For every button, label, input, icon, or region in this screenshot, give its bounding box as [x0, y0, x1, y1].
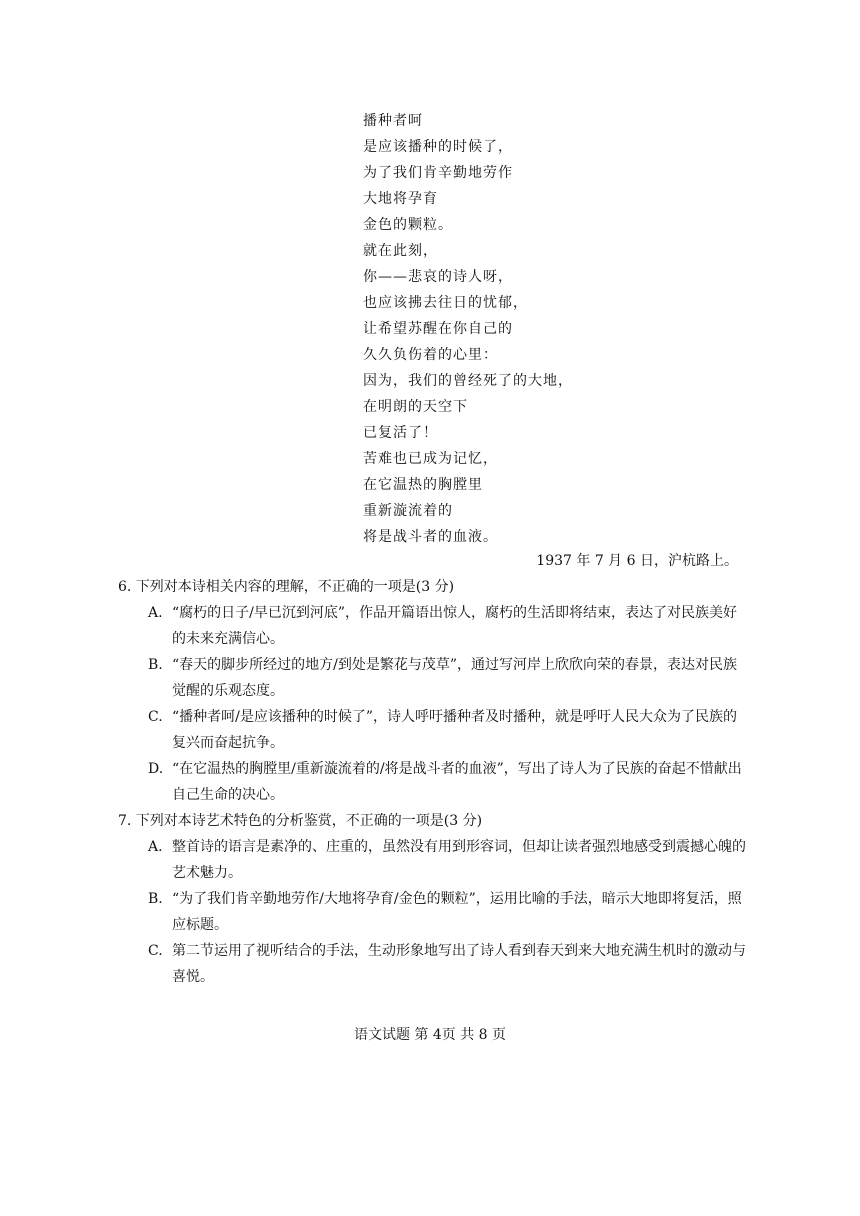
- option-d: [118, 756, 748, 808]
- poem-line: 是应该播种的时候了，: [363, 139, 513, 155]
- poem-line: 在它温热的胸膛里: [363, 477, 483, 493]
- poem-line: 在明朗的天空下: [363, 399, 468, 415]
- poem-line: 也应该拂去往日的忧郁，: [363, 295, 528, 311]
- option-text: “在它温热的胸膛里/重新漩流着的/将是战斗者的血液”，写出了诗人为了民族的奋起不惜献出自己生命的决心。: [172, 761, 742, 803]
- option-b: [118, 652, 748, 704]
- poem-line: 重新漩流着的: [363, 503, 453, 519]
- poem-line: 金色的颗粒。: [363, 217, 453, 233]
- poem-line: 你——悲哀的诗人呀，: [363, 269, 513, 285]
- poem-excerpt: [363, 108, 663, 550]
- question-6: [118, 574, 748, 808]
- option-b: [118, 886, 748, 938]
- question-stem: 6. 下列对本诗相关内容的理解，不正确的一项是(3 分): [118, 579, 455, 595]
- option-label: B.: [148, 891, 163, 907]
- poem-line: 已复活了！: [363, 425, 438, 441]
- option-text: “播种者呵/是应该播种的时候了”，诗人呼吁播种者及时播种，就是呼吁人民大众为了民族的复兴而奋起抗争。: [172, 709, 738, 751]
- question-section: [118, 574, 748, 990]
- option-a: [118, 834, 748, 886]
- option-a: [118, 600, 748, 652]
- poem-line: 苦难也已成为记忆，: [363, 451, 498, 467]
- option-text: 整首诗的语言是素净的、庄重的，虽然没有用到形容词，但却让读者强烈地感受到震撼心魄的艺术魅力。: [172, 839, 746, 881]
- poem-line: 久久负伤着的心里：: [363, 347, 498, 363]
- poem-date: 1937 年 7 月 6 日，沪杭路上。: [536, 553, 738, 569]
- poem-line: 播种者呵: [363, 113, 423, 129]
- poem-line: 就在此刻，: [363, 243, 438, 259]
- option-c: [118, 704, 748, 756]
- poem-line: 为了我们肯辛勤地劳作: [363, 165, 513, 181]
- poem-line: 将是战斗者的血液。: [363, 529, 498, 545]
- option-text: “为了我们肯辛勤地劳作/大地将孕育/金色的颗粒”，运用比喻的手法，暗示大地即将复活，照应标题。: [172, 891, 742, 933]
- option-label: A.: [148, 605, 163, 621]
- poem-line: 让希望苏醒在你自己的: [363, 321, 513, 337]
- poem-line: 因为，我们的曾经死了的大地，: [363, 373, 573, 389]
- question-stem: 7. 下列对本诗艺术特色的分析鉴赏，不正确的一项是(3 分): [118, 813, 483, 829]
- option-text: “腐朽的日子/早已沉到河底”，作品开篇语出惊人，腐朽的生活即将结束，表达了对民族美好的未来充满信心。: [172, 605, 738, 647]
- option-label: B.: [148, 657, 163, 673]
- option-label: A.: [148, 839, 163, 855]
- poem-line: 大地将孕育: [363, 191, 438, 207]
- option-label: C.: [148, 943, 163, 959]
- option-label: C.: [148, 709, 163, 725]
- page-footer: 语文试题 第 4页 共 8 页: [353, 1027, 507, 1043]
- option-text: “春天的脚步所经过的地方/到处是繁花与茂草”，通过写河岸上欣欣向荣的春景，表达对民族觉醒的乐观态度。: [172, 657, 738, 699]
- option-label: D.: [148, 761, 164, 777]
- option-c: [118, 938, 748, 990]
- option-text: 第二节运用了视听结合的手法，生动形象地写出了诗人看到春天到来大地充满生机时的激动与喜悦。: [172, 943, 746, 985]
- question-7: [118, 808, 748, 990]
